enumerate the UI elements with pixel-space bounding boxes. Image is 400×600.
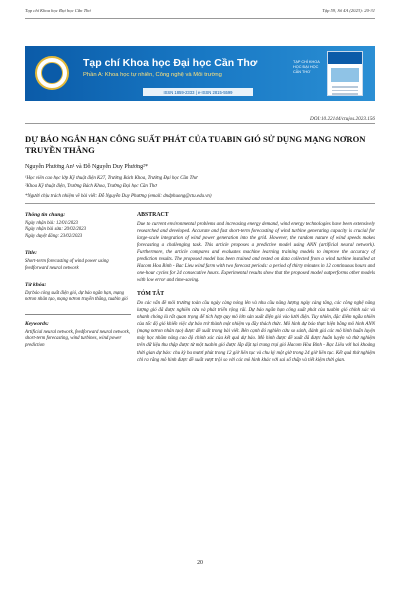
affiliation-2: ²Khoa Kỹ thuật điện, Trường Bách Khoa, Trường Đại học Cần Thơ — [25, 184, 157, 189]
article-info-heading: Thông tin chung: — [25, 212, 66, 218]
accepted-date: Ngày duyệt đăng: 23/02/2023 — [25, 233, 83, 239]
affiliation-1: ¹Học viên cao học lớp Kỹ thuật điện K27, Trường Bách Khoa, Trường Đại học Cần Thơ — [25, 176, 198, 181]
revised-date: Ngày nhận bài sửa: 20/02/2023 — [25, 227, 86, 233]
doi-rule — [25, 123, 375, 124]
summary-heading: TÓM TẮT — [137, 291, 165, 298]
article-info-column — [25, 212, 131, 359]
keywords-english — [25, 321, 131, 349]
banner-title: Tạp chí Khoa học Đại học Cần Thơ — [83, 57, 258, 69]
journal-banner — [25, 46, 375, 101]
header-rule — [25, 18, 375, 19]
volume-info-header: Tập 59, Số 4A (2023): 20-31 — [322, 8, 375, 13]
english-title-heading: Title: — [25, 250, 38, 257]
authors: Nguyễn Phương An¹ và Đỗ Nguyễn Duy Phương²* — [25, 164, 148, 170]
keywords-rule — [25, 314, 131, 315]
keywords-vi-text: Dự báo công suất điện gió, dự báo ngắn hạn, mạng nơron nhân tạo, mạng nơron truyền thẳng, tuabin gió — [25, 290, 128, 303]
article-title: DỰ BÁO NGẮN HẠN CÔNG SUẤT PHÁT CỦA TUABIN GIÓ SỬ DỤNG MẠNG NƠRON TRUYỀN THẲNG — [25, 134, 366, 155]
received-date: Ngày nhận bài: 12/01/2023 — [25, 220, 78, 226]
banner-subtitle: Phần A: Khoa học tự nhiên, Công nghệ và Môi trường — [83, 72, 222, 78]
english-title — [25, 250, 131, 272]
banner-issn: ISSN 1859-2333 | e-ISSN 2815-5599 — [143, 88, 253, 96]
keywords-en-heading: Keywords: — [25, 321, 49, 327]
article-info — [25, 212, 131, 240]
keywords-vietnamese — [25, 282, 131, 304]
summary-text: Do các vấn đề môi trường toàn cầu ngày càng nóng lên và nhu cầu năng lượng ngày càng tăng, các công nghệ năng lượng gió đã được nghiên cứu và phát triển rộng rãi. Dự báo ngắn hạn công suất phát của tuabin gió chính xác và nhanh chóng là rất quan trọng để tích hợp quy mô lớn sản xuất điện gió vào lưới điện. Tuy nhiên, đặc điểm ngẫu nhiên của tốc độ gió khiến việc dự báo trở thành một nhiệm vụ đầy thách thức. Mô hình dự báo thực hiện bằng mô hình ANN (mạng nơron nhân tạo) được đề xuất trong bài viết. Bên cạnh đó nghiên cứu so sánh, đánh giá các mô hình huấn luyện máy học nhằm nâng cao độ chính xác của kết quả dự báo. Mô hình được đề xuất đã được huấn luyện và thử nghiệm trên dữ liệu thu thập được từ một tuabin gió được lắp đặt tại trang trại gió Hacom Hòa Bình - Bạc Liêu với hai khoảng thời gian dự báo: chu kỳ ba mươi phút trong 12 giờ liên tục và chu kỳ một giờ trong 24 giờ liên tục. Kết quả thử nghiệm chỉ ra rằng mô hình được đề xuất vượt trội so với các mô hình khác với sai số thấp và tiết kiệm thời gian. — [137, 301, 375, 363]
page-number: 20 — [197, 560, 203, 566]
abstract-column — [137, 212, 375, 364]
running-head — [25, 8, 375, 13]
journal-name-header: Tạp chí Khoa học Đại học Cần Thơ — [25, 8, 91, 13]
banner-cover-text: TẠP CHÍ KHOA HỌC ĐẠI HỌC CẦN THƠ — [293, 60, 320, 74]
university-logo-icon — [35, 56, 69, 90]
keywords-en-text: Artificial neural network, feedforward neural network, short-term forecasting, wind turbines, wind power prediction — [25, 329, 130, 348]
doi: DOI:10.22144/ctujos.2023.156 — [310, 116, 375, 122]
abstract-text: Due to current environmental problems and increasing energy demand, wind energy technologies have been extensively researched and developed. Accurate and fast short-term forecasting of wind turbine generating capacity is crucial for large-scale integration of wind power generation into the grid. However, the random nature of wind speeds makes forecasting a challenging task. This article proposes a predictive model using ANN (artificial neural network). Furthermore, the article compares and evaluates machine learning training models to improve the accuracy of prediction results. The proposed model has been trained and tested on data collected from a wind turbine installed at Hacom Hoa Binh - Bac Lieu wind farm with two forecast periods: a period of thirty minutes in 12 continuous hours and one-hour cycles for 24 consecutive hours. Experimental results show that the proposed model outperforms other models with low error and time-saving. — [137, 222, 375, 284]
journal-cover-thumbnail — [327, 51, 363, 96]
english-title-text: Short-term forecasting of wind power using feedforward neural network — [25, 258, 109, 271]
separator-rule — [25, 203, 375, 204]
keywords-vi-heading: Từ khóa: — [25, 282, 47, 289]
corresponding-author: *Người chịu trách nhiệm về bài viết: Đỗ Nguyễn Duy Phương (email: dndphuong@ctu.edu.vn) — [25, 194, 212, 199]
abstract-heading: ABSTRACT — [137, 212, 169, 218]
